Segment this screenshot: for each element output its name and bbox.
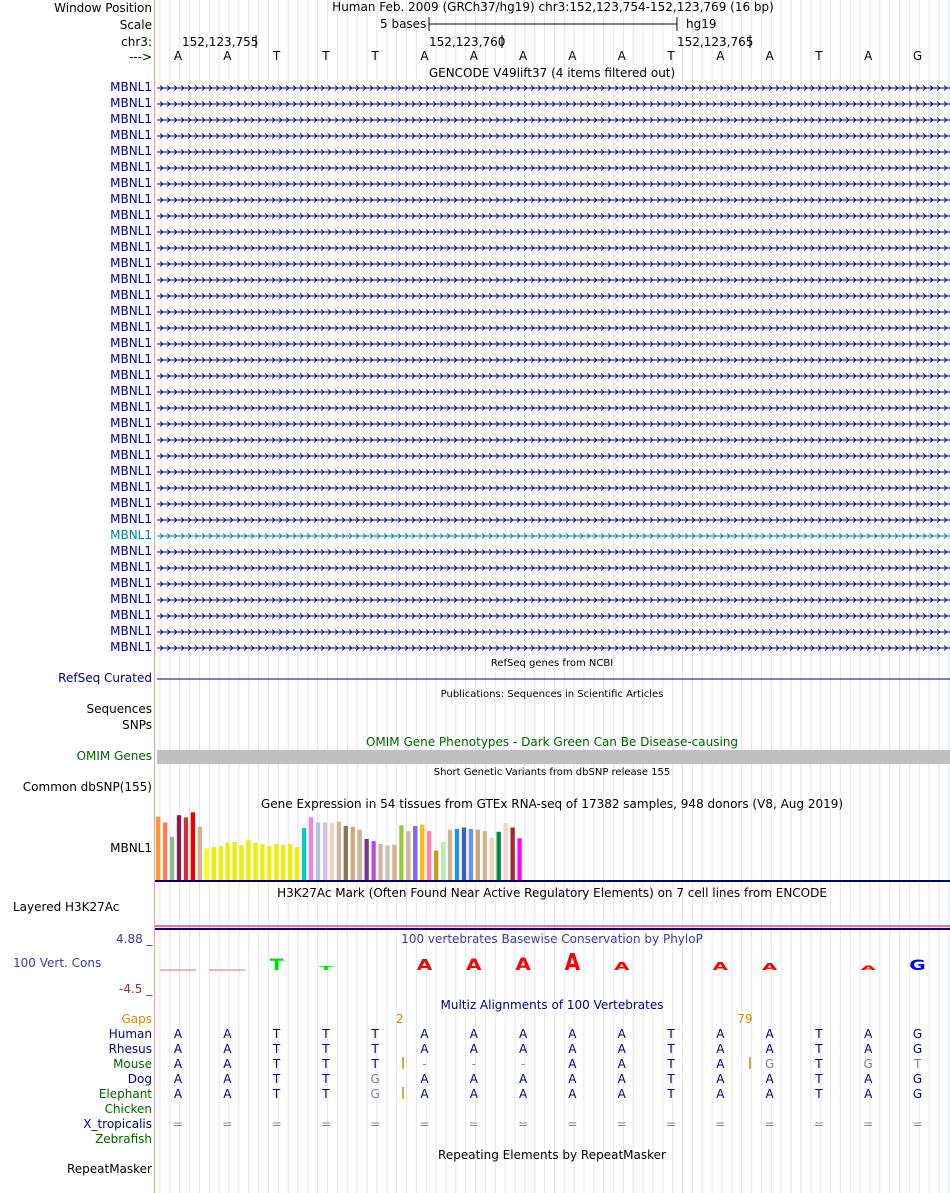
gencode-transcript-label[interactable]: MBNL1	[110, 624, 152, 638]
gencode-transcript-label[interactable]: MBNL1	[110, 112, 152, 126]
aligned-base: A	[518, 1027, 528, 1041]
gencode-transcript-label[interactable]: MBNL1	[110, 464, 152, 478]
gtex-tissue-bar[interactable]	[156, 817, 160, 880]
gtex-tissue-bar[interactable]	[163, 822, 167, 880]
gtex-tissue-bar[interactable]	[344, 826, 348, 880]
aligned-base: A	[617, 1087, 626, 1101]
gencode-transcript-label[interactable]: MBNL1	[110, 320, 152, 334]
aligned-base: A	[864, 1027, 873, 1041]
gtex-tissue-bar[interactable]	[490, 838, 494, 880]
reference-base: A	[223, 49, 232, 63]
aligned-base: A	[518, 1042, 528, 1056]
aligned-base: A	[716, 1072, 725, 1086]
gtex-tissue-bar[interactable]	[288, 844, 292, 880]
reference-base: T	[272, 49, 281, 63]
aligned-base: A	[568, 1087, 577, 1101]
gencode-transcript-label[interactable]: MBNL1	[110, 80, 152, 94]
aligned-base: A	[568, 1042, 577, 1056]
gap-count: 2	[396, 1012, 404, 1026]
gtex-tissue-bar[interactable]	[427, 831, 431, 880]
species-label[interactable]: Mouse	[113, 1057, 152, 1071]
h3k27ac-title[interactable]: H3K27Ac Mark (Often Found Near Active Regulatory Elements) on 7 cell lines from ENCODE	[277, 886, 827, 900]
gtex-tissue-bar[interactable]	[455, 829, 459, 880]
phylop-label[interactable]: 100 Vert. Cons	[13, 956, 102, 970]
phylop-title[interactable]: 100 vertebrates Basewise Conservation by PhyloP	[401, 932, 703, 946]
gencode-transcript-label[interactable]: MBNL1	[110, 384, 152, 398]
gtex-tissue-bar[interactable]	[517, 838, 521, 880]
gencode-transcript-label[interactable]: MBNL1	[110, 480, 152, 494]
refseq-title[interactable]: RefSeq genes from NCBI	[490, 658, 614, 669]
aligned-base: T	[322, 1027, 330, 1041]
gencode-transcript-label[interactable]: MBNL1	[110, 416, 152, 430]
gtex-tissue-bar[interactable]	[399, 825, 403, 880]
aligned-base: A	[173, 1087, 183, 1101]
repeatmasker-label[interactable]: RepeatMasker	[66, 1162, 152, 1176]
aligned-base: T	[815, 1072, 823, 1086]
aligned-base: -	[422, 1057, 427, 1071]
aligned-base: T	[272, 1057, 281, 1071]
gencode-transcript-label[interactable]: MBNL1	[110, 240, 152, 254]
aligned-base: G	[370, 1087, 380, 1101]
gtex-tissue-bar[interactable]	[239, 845, 243, 880]
gtex-tissue-bar[interactable]	[309, 817, 313, 880]
gaps-label: Gaps	[121, 1012, 152, 1026]
gencode-transcript-label[interactable]: MBNL1	[110, 608, 152, 622]
aligned-base: A	[568, 1057, 577, 1071]
aligned-base: A	[716, 1087, 725, 1101]
species-label[interactable]: Zebrafish	[95, 1132, 152, 1146]
gtex-tissue-bar[interactable]	[441, 842, 445, 880]
aligned-base: A	[617, 1072, 626, 1086]
aligned-base: A	[765, 1042, 774, 1056]
gtex-tissue-bar[interactable]	[420, 825, 424, 880]
gtex-tissue-bar[interactable]	[476, 830, 480, 880]
aligned-base: A	[617, 1027, 626, 1041]
species-label[interactable]: Elephant	[98, 1087, 152, 1101]
scale-label: Scale	[119, 18, 152, 32]
aligned-base: T	[371, 1057, 379, 1071]
gtex-tissue-bar[interactable]	[448, 830, 452, 880]
dbsnp-label[interactable]: Common dbSNP(155)	[22, 780, 152, 794]
gencode-transcript-label[interactable]: MBNL1	[110, 144, 152, 158]
h3k27ac-label[interactable]: Layered H3K27Ac	[13, 900, 120, 914]
aligned-base: A	[568, 1072, 577, 1086]
aligned-base: =	[616, 1117, 627, 1131]
aligned-base: =	[271, 1117, 282, 1131]
assembly-label: hg19	[686, 17, 717, 31]
aligned-base: G	[912, 1072, 923, 1086]
omim-title[interactable]: OMIM Gene Phenotypes - Dark Green Can Be Disease-causing	[365, 735, 739, 749]
aligned-base: =	[912, 1117, 923, 1131]
reference-base: A	[420, 49, 429, 63]
reference-base: A	[173, 49, 183, 63]
species-label[interactable]: X_tropicalis	[83, 1117, 152, 1131]
aligned-base: A	[469, 1072, 478, 1086]
aligned-base: T	[815, 1027, 823, 1041]
gtex-tissue-bar[interactable]	[205, 848, 209, 880]
gtex-tissue-bar[interactable]	[469, 829, 473, 880]
gencode-transcript-label[interactable]: MBNL1	[110, 160, 152, 174]
gencode-transcript-label[interactable]: MBNL1	[110, 592, 152, 606]
phylop-base-glyph: A	[761, 960, 778, 973]
aligned-base: T	[815, 1057, 823, 1071]
omim-label[interactable]: OMIM Genes	[76, 749, 152, 763]
aligned-base: =	[813, 1117, 824, 1131]
gtex-tissue-bar[interactable]	[219, 846, 223, 880]
reference-base: A	[617, 49, 626, 63]
aligned-base: =	[468, 1117, 479, 1131]
aligned-base: A	[469, 1087, 478, 1101]
aligned-base: =	[567, 1117, 578, 1131]
aligned-base: G	[764, 1057, 775, 1071]
refseq-label[interactable]: RefSeq Curated	[58, 671, 152, 685]
aligned-base: T	[272, 1042, 281, 1056]
gtex-tissue-bar[interactable]	[392, 845, 396, 880]
aligned-base: G	[912, 1042, 923, 1056]
phylop-base-glyph: T	[319, 965, 333, 972]
reference-base: A	[864, 49, 873, 63]
aligned-base: T	[667, 1027, 675, 1041]
gencode-transcript-label[interactable]: MBNL1	[110, 336, 152, 350]
gtex-tissue-bar[interactable]	[226, 843, 230, 880]
aligned-base: T	[667, 1042, 675, 1056]
aligned-base: A	[765, 1072, 774, 1086]
aligned-base: A	[223, 1027, 232, 1041]
repeatmasker-title[interactable]: Repeating Elements by RepeatMasker	[438, 1148, 666, 1162]
gtex-tissue-bar[interactable]	[524, 879, 528, 880]
aligned-base: =	[222, 1117, 233, 1131]
aligned-base: A	[469, 1027, 478, 1041]
gtex-tissue-bar[interactable]	[281, 845, 285, 880]
aligned-base: T	[667, 1072, 675, 1086]
gtex-tissue-bar[interactable]	[170, 837, 174, 880]
reference-base: A	[568, 49, 577, 63]
aligned-base: A	[173, 1057, 183, 1071]
gencode-transcript-label[interactable]: MBNL1	[110, 208, 152, 222]
phylop-base-glyph: A	[564, 949, 581, 977]
scale-text: 5 bases	[380, 17, 427, 31]
gtex-tissue-bar[interactable]	[302, 828, 306, 880]
position-tick-1: 152,123,755	[182, 35, 259, 49]
gtex-title[interactable]: Gene Expression in 54 tissues from GTEx RNA-seq of 17382 samples, 948 donors (V8, Aug 2019)	[260, 797, 844, 811]
species-label[interactable]: Dog	[127, 1072, 152, 1086]
aligned-base: T	[272, 1027, 281, 1041]
aligned-base: A	[223, 1042, 232, 1056]
aligned-base: A	[864, 1072, 873, 1086]
gencode-transcript-label[interactable]: MBNL1	[110, 224, 152, 238]
gtex-tissue-bar[interactable]	[371, 841, 375, 880]
gencode-transcript-label[interactable]: MBNL1	[110, 192, 152, 206]
reference-base: A	[518, 49, 528, 63]
gencode-transcript-label[interactable]: MBNL1	[110, 176, 152, 190]
gencode-transcript-label[interactable]: MBNL1	[110, 640, 152, 654]
reference-base: G	[912, 49, 923, 63]
gencode-transcript-label[interactable]: MBNL1	[110, 256, 152, 270]
aligned-base: T	[371, 1027, 379, 1041]
omim-phenotype-bar[interactable]	[157, 750, 950, 764]
reference-base: T	[322, 49, 330, 63]
aligned-base: A	[617, 1057, 626, 1071]
gencode-transcript-label[interactable]: MBNL1	[110, 544, 152, 558]
phylop-base-glyph: A	[613, 959, 630, 973]
aligned-base: A	[223, 1087, 232, 1101]
aligned-base: G	[863, 1057, 873, 1071]
gap-count: 79	[737, 1012, 753, 1026]
aligned-base: =	[370, 1117, 381, 1131]
gtex-tissue-bar[interactable]	[483, 831, 487, 880]
aligned-base: A	[420, 1027, 429, 1041]
position-title[interactable]: Human Feb. 2009 (GRCh37/hg19) chr3:152,123,754-152,123,769 (16 bp)	[332, 0, 774, 14]
phylop-base-glyph: A	[416, 957, 433, 975]
position-tick-3: 152,123,765	[677, 35, 754, 49]
phylop-base-glyph: A	[860, 964, 876, 972]
gencode-transcript-label[interactable]: MBNL1	[110, 352, 152, 366]
multiz-title[interactable]: Multiz Alignments of 100 Vertebrates	[440, 998, 664, 1012]
aligned-base: =	[715, 1117, 726, 1131]
aligned-base: A	[518, 1087, 528, 1101]
aligned-base: A	[765, 1087, 774, 1101]
aligned-base: A	[173, 1072, 183, 1086]
sequences-label: Sequences	[86, 702, 152, 716]
gtex-tissue-bar[interactable]	[504, 823, 508, 880]
gencode-title[interactable]: GENCODE V49lift37 (4 items filtered out)	[428, 66, 676, 80]
gencode-transcript-label[interactable]: MBNL1	[110, 560, 152, 574]
aligned-base: -	[520, 1057, 526, 1071]
gtex-tissue-bar[interactable]	[413, 826, 417, 880]
gencode-transcript-label[interactable]: MBNL1	[110, 272, 152, 286]
aligned-base: =	[518, 1117, 529, 1131]
gtex-tissue-bar[interactable]	[316, 822, 320, 880]
gtex-tissue-bar[interactable]	[406, 831, 410, 880]
gencode-transcript-label[interactable]: MBNL1	[110, 400, 152, 414]
gtex-tissue-bar[interactable]	[260, 844, 264, 880]
gtex-tissue-bar[interactable]	[510, 827, 514, 880]
gtex-tissue-bar[interactable]	[434, 850, 438, 880]
phylop-base-glyph: A	[466, 955, 482, 975]
aligned-base: G	[912, 1087, 923, 1101]
snps-label: SNPs	[122, 718, 152, 732]
dbsnp-title[interactable]: Short Genetic Variants from dbSNP release 155	[433, 767, 671, 778]
aligned-base: =	[320, 1117, 331, 1131]
reference-base: T	[371, 49, 379, 63]
gtex-tissue-bar[interactable]	[212, 847, 216, 880]
gtex-tissue-bar[interactable]	[462, 827, 466, 880]
aligned-base: A	[223, 1072, 232, 1086]
aligned-base: T	[371, 1042, 379, 1056]
gtex-tissue-bar[interactable]	[358, 830, 362, 880]
reference-base: T	[815, 49, 823, 63]
reference-base: T	[667, 49, 675, 63]
strand-label: --->	[128, 50, 152, 64]
aligned-base: A	[223, 1057, 232, 1071]
aligned-base: A	[716, 1027, 725, 1041]
gtex-tissue-bar[interactable]	[232, 842, 236, 880]
aligned-base: A	[420, 1072, 429, 1086]
aligned-base: T	[322, 1057, 330, 1071]
aligned-base: A	[518, 1072, 528, 1086]
aligned-base: =	[764, 1117, 775, 1131]
aligned-base: A	[864, 1042, 873, 1056]
reference-base: A	[765, 49, 774, 63]
species-label[interactable]: Chicken	[104, 1102, 152, 1116]
gtex-tissue-bar[interactable]	[246, 840, 250, 880]
aligned-base: A	[420, 1087, 429, 1101]
gtex-tissue-bar[interactable]	[378, 844, 382, 880]
aligned-base: T	[815, 1087, 823, 1101]
gencode-transcript-label[interactable]: MBNL1	[110, 512, 152, 526]
aligned-base: A	[716, 1057, 725, 1071]
gtex-tissue-bar[interactable]	[295, 847, 299, 880]
gencode-transcript-label[interactable]: MBNL1	[110, 448, 152, 462]
gtex-tissue-bar[interactable]	[365, 839, 369, 880]
chrom-label: chr3:	[121, 35, 152, 49]
aligned-base: T	[322, 1087, 330, 1101]
gtex-tissue-bar[interactable]	[323, 822, 327, 880]
aligned-base: A	[617, 1042, 626, 1056]
window-position-label: Window Position	[54, 1, 152, 15]
gencode-transcript-label[interactable]: MBNL1	[110, 96, 152, 110]
gencode-transcript-label[interactable]: MBNL1	[110, 128, 152, 142]
gencode-transcript-label[interactable]: MBNL1	[110, 528, 152, 542]
aligned-base: A	[864, 1087, 873, 1101]
publications-title[interactable]: Publications: Sequences in Scientific Articles	[440, 689, 664, 700]
aligned-base: T	[667, 1057, 675, 1071]
gencode-transcript-label[interactable]: MBNL1	[110, 576, 152, 590]
gtex-gene-label[interactable]: MBNL1	[110, 841, 152, 855]
aligned-base: G	[370, 1072, 380, 1086]
gtex-tissue-bar[interactable]	[253, 843, 257, 880]
aligned-base: T	[322, 1042, 330, 1056]
gtex-tissue-bar[interactable]	[177, 815, 181, 880]
gtex-tissue-bar[interactable]	[497, 832, 501, 880]
aligned-base: =	[419, 1117, 430, 1131]
aligned-base: T	[913, 1057, 922, 1071]
gtex-tissue-bar[interactable]	[351, 827, 355, 880]
phylop-ymin: -4.5 _	[119, 982, 153, 996]
position-tick-2: 152,123,760	[429, 35, 506, 49]
gtex-tissue-bar[interactable]	[267, 846, 271, 880]
reference-base: A	[469, 49, 478, 63]
aligned-base: T	[322, 1072, 330, 1086]
aligned-base: T	[272, 1087, 281, 1101]
species-label[interactable]: Human	[108, 1027, 152, 1041]
phylop-ymax: 4.88 _	[116, 932, 153, 946]
gtex-tissue-bar[interactable]	[385, 845, 389, 880]
phylop-base-glyph: A	[712, 959, 729, 973]
gtex-tissue-bar[interactable]	[198, 827, 202, 880]
phylop-base-glyph: G	[909, 957, 926, 975]
aligned-base: T	[272, 1072, 281, 1086]
gencode-transcript-label[interactable]: MBNL1	[110, 368, 152, 382]
aligned-base: A	[568, 1027, 577, 1041]
gencode-transcript-label[interactable]: MBNL1	[110, 496, 152, 510]
aligned-base: A	[469, 1042, 478, 1056]
aligned-base: A	[173, 1042, 183, 1056]
gtex-tissue-bar[interactable]	[274, 844, 278, 880]
gtex-tissue-bar[interactable]	[191, 812, 195, 880]
phylop-base-glyph: T	[269, 955, 284, 975]
species-label[interactable]: Rhesus	[108, 1042, 152, 1056]
aligned-base: A	[173, 1027, 183, 1041]
aligned-base: =	[665, 1117, 677, 1131]
gtex-tissue-bar[interactable]	[184, 817, 188, 880]
gtex-tissue-bar[interactable]	[330, 823, 334, 880]
gencode-transcript-label[interactable]: MBNL1	[110, 432, 152, 446]
gencode-transcript-label[interactable]: MBNL1	[110, 288, 152, 302]
gtex-tissue-bar[interactable]	[337, 822, 341, 880]
aligned-base: T	[667, 1087, 675, 1101]
aligned-base: A	[716, 1042, 725, 1056]
aligned-base: =	[172, 1117, 184, 1131]
aligned-base: A	[765, 1027, 774, 1041]
phylop-base-glyph: A	[515, 955, 531, 975]
gencode-transcript-label[interactable]: MBNL1	[110, 304, 152, 318]
aligned-base: A	[420, 1042, 429, 1056]
aligned-base: T	[815, 1042, 823, 1056]
aligned-base: G	[912, 1027, 923, 1041]
reference-base: A	[716, 49, 725, 63]
aligned-base: =	[863, 1117, 874, 1131]
aligned-base: -	[471, 1057, 476, 1071]
